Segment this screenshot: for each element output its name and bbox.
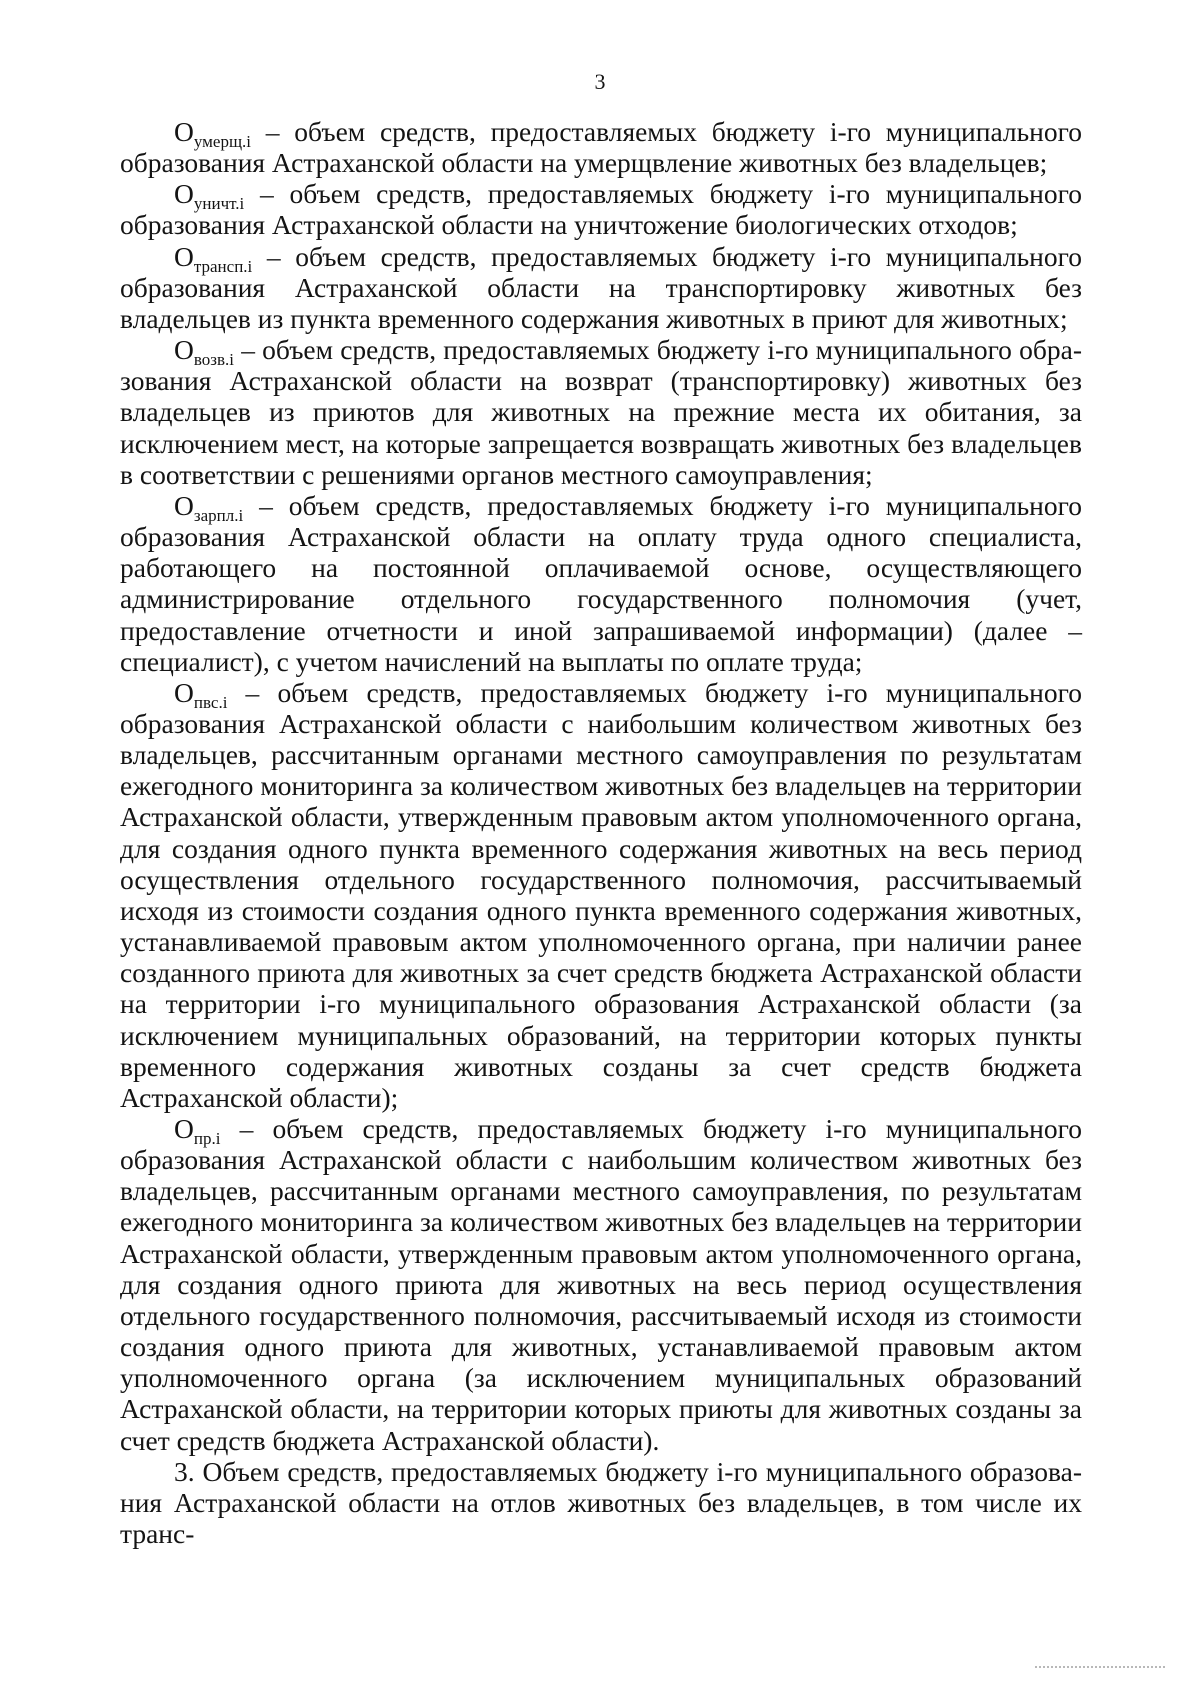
paragraph-text: – объем средств, предоставляемых бюджету i-го муниципального образования Астраханской области на транспортировку животных без владельцев из пункта временного содержания животных в приют для животных;	[120, 240, 1082, 334]
paragraph-o-pr	[120, 1113, 1082, 1456]
variable-subscript: возв.i	[193, 350, 235, 370]
paragraph-text: – объем средств, предоставляемых бюджету i-го муниципального образования Астраханской области на оплату труда одного специалиста, работающего на постоянной оплачиваемой основе, осуществляющего администрирование отдельного государственного полномочия (учет, предоставление отчетности и иной запрашиваемой информации) (далее – специалист), с учетом начислений на выплаты по оплате труда;	[120, 489, 1082, 677]
variable-symbol: О	[174, 676, 194, 708]
page-number: 3	[594, 69, 606, 94]
paragraph-o-zarpl	[120, 490, 1082, 677]
document-body	[120, 116, 1082, 1549]
variable-symbol: О	[174, 334, 194, 366]
variable-symbol: О	[174, 178, 194, 210]
paragraph-text: – объем средств, предоставляемых бюджету i-го муниципального образования Астраханской области с наибольшим количеством животных без владельцев, рассчитанным органами местного самоуправления по результатам ежегодного мониторинга за количеством животных без владельцев на территории Астраханской области, утвержденным правовым актом уполномоченного органа, для создания одного пункта временного содержания животных на весь период осуществления отдельного государственного полномочия, рассчитываемый исходя из стоимости создания одного пункта временного содержания животных, устанавливаемой правовым актом уполномоченного органа, при наличии ранее созданного приюта для животных за счет средств бюджета Астраханской области на территории i-го муниципального образования Астраханской области (за исключением муниципальных образований, на территории которых пункты временного содержания животных созданы за счет средств бюджета Астраханской области);	[120, 676, 1082, 1113]
variable-subscript: умерщ.i	[193, 132, 252, 151]
paragraph-text: – объем средств, предоставляемых бюджету i-го муниципального образования Астраханской области на возврат (транспортировку) животных без владельцев из приютов для животных на прежние места их обитания, за исключением мест, на которые запрещается возвращать животных без владельцев в соответствии с решениями органов местного самоуправления;	[120, 334, 1082, 490]
paragraph-o-unicht	[120, 178, 1082, 240]
paragraph-o-pvs	[120, 677, 1082, 1113]
paragraph-text: – объем средств, предоставляемых бюджету i-го муниципального образования Астраханской области на уничтожение биологических отходов;	[120, 178, 1082, 241]
paragraph-o-transp	[120, 241, 1082, 334]
paragraph-o-umershch	[120, 116, 1082, 178]
variable-subscript: трансп.i	[193, 256, 253, 276]
variable-subscript: зарпл.i	[193, 505, 244, 525]
paragraph-item-3	[120, 1456, 1082, 1549]
paragraph-text: – объем средств, предоставляемых бюджету i-го муниципального образования Астраханской области на умерщвление животных без владельцев;	[120, 116, 1082, 179]
variable-symbol: О	[174, 116, 194, 147]
paragraph-o-vozv	[120, 334, 1082, 490]
variable-subscript: пвс.i	[193, 692, 228, 712]
scan-artifact	[1035, 1666, 1165, 1668]
paragraph-text: – объем средств, предоставляемых бюджету i-го муниципального образования Астраханской области с наибольшим количеством животных без владельцев, рассчитанным органами местного самоуправления, по результатам ежегодного мониторинга за количеством животных без владельцев на территории Астраханской области, утвержденным правовым актом уполномоченного органа, для создания одного приюта для животных на весь период осуществления отдельного государственного полномочия, рассчитываемый исходя из стоимости создания одного приюта для животных, устанавливаемой правовым актом уполномоченного органа (за исключением муниципальных образований Астраханской области, на территории которых приюты для животных созданы за счет средств бюджета Астраханской области).	[120, 1113, 1082, 1456]
variable-symbol: О	[174, 1113, 194, 1144]
variable-symbol: О	[174, 240, 194, 272]
variable-symbol: О	[174, 489, 194, 521]
variable-subscript: пр.i	[193, 1129, 221, 1148]
paragraph-text: 3. Объем средств, предоставляемых бюджету i-го муниципального образования Астраханской области на отлов животных без владельцев, в том числе их транс-	[120, 1455, 1082, 1550]
variable-subscript: уничт.i	[193, 194, 245, 214]
